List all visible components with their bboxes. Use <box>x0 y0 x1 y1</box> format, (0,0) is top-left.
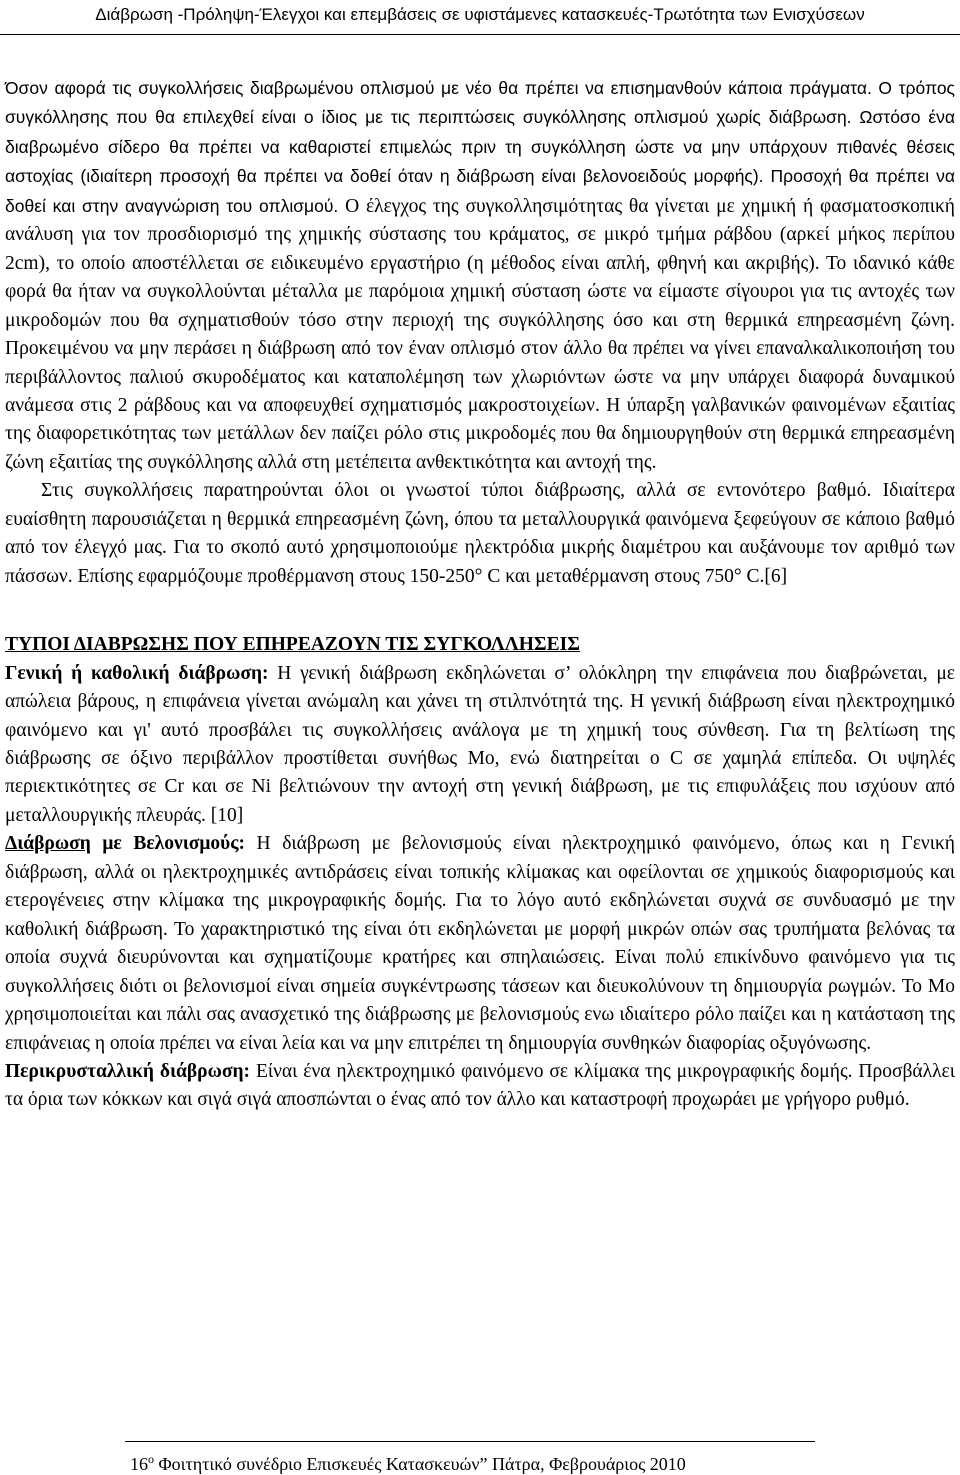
term-general-corrosion: Γενική ή καθολική διάβρωση: <box>5 662 269 684</box>
definition-intergranular-corrosion: Είναι ένα ηλεκτροχημικό φαινόμενο σε κλίμακα της μικρογραφικής δομής. Προσβάλλει τα όρια των κόκκων και σιγά σιγά αποσπώνται ο ένας από τον άλλο και καταστροφή προχωράει με γρήγορο ρυθμό. <box>5 1060 955 1111</box>
term-pitting-corrosion-1: Διάβρωση <box>5 833 91 855</box>
paragraph-text-sans: Όσον αφορά τις συγκολλήσεις διαβρωμένου οπλισμού με νέο θα πρέπει να επισημανθούν κάποια πράγματα. Ο τρόπος συγκόλλησης που θα επιλεχθεί είναι ο ίδιος με τις περιπτώσεις συγκόλλησης οπλισμού χωρίς διάβρωση. Ωστόσο ένα διαβρωμένο σίδερο θα πρέπει να καθαριστεί επιμελώς πριν τη συγκόλληση ώστε να μην υπάρχουν πιθανές θέσεις αστοχίας (ιδιαίτερη προσοχή θα πρέπει να δοθεί όταν η διάβρωση είναι βελονοειδούς μορφής). Προσοχή θα πρέπει να δοθεί και στην αναγνώριση του οπλισμού. <box>5 78 955 216</box>
running-header: Διάβρωση -Πρόληψη-Έλεγχοι και επεμβάσεις σε υφιστάμενες κατασκευές-Τρωτότητα των Ενισχύσεων <box>95 5 865 24</box>
footer-number: 16 <box>130 1454 148 1474</box>
footer-text: Φοιτητικό συνέδριο Επισκευές Κατασκευών” Πάτρα, Φεβρουάριος 2010 <box>154 1454 686 1474</box>
document-body <box>5 74 955 1115</box>
paragraph-text-serif: Ο έλεγχος της συγκολλησιμότητας θα γίνεται με χημική ή φασματοσκοπική ανάλυση για τον προσδιορισμό της χημικής σύστασης του κράματος, σε μικρό τμήμα ράβδου (αρκεί μήκος περίπου 2cm), το οποίο αποστέλλεται σε ειδικευμένο εργαστήριο (η μέθοδος είναι απλή, φθηνή και ακριβής). Το ιδανικό κάθε φορά θα ήταν να συγκολλούνται μέταλλα με παρόμοια χημική σύσταση ώστε να είμαστε σίγουροι για τις αντοχές των μικροδομών που θα σχηματισθούν τόσο στην περιοχή της συγκόλλησης όσο και στη θερμικά επηρεασμένη ζώνη. Προκειμένου να μην περάσει η διάβρωση από τον έναν οπλισμό στον άλλο θα πρέπει να γίνει επαναλκαλικοποιήση του περιβάλλοντος παλιού σκυροδέματος και καταπολέμηση των χλωριόντων ώστε να μην υπάρχει διαφορά δυναμικού ανάμεσα στις 2 ράβδους και να αποφευχθεί σχηματισμός μακροστοιχείων. Η ύπαρξη γαλβανικών φαινομένων εξαιτίας της διαφορετικότητας των μετάλλων δεν παίζει ρόλο στις μικροδομές που θα δημιουργηθούν στη θερμικά επηρεασμένη ζώνη εξαιτίας της συγκόλλησης αλλά στη μετέπειτα ανθεκτικότητα και αντοχή της. <box>5 195 955 473</box>
footer-divider <box>125 1441 815 1442</box>
running-footer <box>130 1448 686 1475</box>
paragraph-general-corrosion <box>5 660 955 831</box>
section-heading: ΤΥΠΟΙ ΔΙΑΒΡΩΣΗΣ ΠΟΥ ΕΠΗΡΕΑΖΟΥΝ ΤΙΣ ΣΥΓΚΟΛΛΗΣΕΙΣ <box>5 634 581 656</box>
paragraph-welding-corroded-rebar <box>5 74 955 477</box>
term-pitting-corrosion-2: με Βελονισμούς: <box>90 833 245 855</box>
definition-general-corrosion: Η γενική διάβρωση εκδηλώνεται σ’ ολόκληρη την επιφάνεια που διαβρώνεται, με απώλεια βάρους, η επιφάνεια γίνεται ανώμαλη και χάνει τη στιλπνότητά της. Η γενική διάβρωση είναι ηλεκτροχημικό φαινόμενο και γι' αυτό προσβάλει τις συγκολλήσεις ανάλογα με τη χημική τους σύνθεση. Για τη βελτίωση της διάβρωσης σε όξινο περιβάλλον προστίθεται συνήθως Mo, ενώ διατηρείται ο C σε χαμηλά επίπεδα. Οι υψηλές περιεκτικότητες σε Cr και σε Ni βελτιώνουν την αντοχή στη γενική διάβρωση, με τις επιφυλάξεις που ισχύουν από μεταλλουργικής πλευράς. [10] <box>5 662 955 826</box>
paragraph-intergranular-corrosion <box>5 1058 955 1115</box>
paragraph-pitting-corrosion <box>5 830 955 1058</box>
header-divider <box>0 34 960 35</box>
definition-pitting-corrosion: Η διάβρωση με βελονισμούς είναι ηλεκτροχημικό φαινόμενο, όπως και η Γενική διάβρωση, αλλά οι ηλεκτροχημικές αντιδράσεις είναι τοπικής κλίμακας και οφείλονται σε χημικούς διαφορισμούς και ετερογένειες στην κλίμακα της μικρογραφικής δομής. Για το λόγο αυτό εκδηλώνεται συχνά σε συνδυασμό με την καθολική διάβρωση. Το χαρακτηριστικό της είναι ότι εκδηλώνεται με μορφή μικρών οπών σας τρυπήματα βελόνας τα οποία συχνά διευρύνονται και σχηματίζουμε κρατήρες και σπηλαιώσεις. Είναι πολύ επικίνδυνο φαινόμενο για τις συγκολλήσεις διότι οι βελονισμοί είναι σημεία συγκέντρωσης τάσεων και διευκολύνουν τη δημιουργία ρωγμών. Το Mo χρησιμοποιείται και πάλι σας ανασχετικό της διάβρωσης με βελονισμούς ενω ιδιαίτερο ρόλο παίζει και η κατάσταση της επιφάνειας η οποία πρέπει να είναι λεία και να μην επιτρέπει τη δημιουργία συνθηκών διαφορίας οξυγόνωσης. <box>5 833 955 1054</box>
footer-ordinal: ο <box>148 1452 154 1466</box>
term-intergranular-corrosion: Περικρυσταλλική διάβρωση: <box>5 1060 251 1082</box>
paragraph-weld-corrosion: Στις συγκολλήσεις παρατηρούνται όλοι οι γνωστοί τύποι διάβρωσης, αλλά σε εντονότερο βαθμό. Ιδιαίτερα ευαίσθητη παρουσιάζεται η θερμικά επηρεασμένη ζώνη, όπου τα μεταλλουργικά φαινόμενα ξεφεύγουν σε κάποιο βαθμό από τον έλεγχό μας. Για το σκοπό αυτό χρησιμοποιούμε ηλεκτρόδια μικρής διαμέτρου και αυξάνουμε τον αριθμό των πάσσων. Επίσης εφαρμόζουμε προθέρμανση στους 150-250° C και μεταθέρμανση στους 750° C.[6] <box>5 480 955 587</box>
